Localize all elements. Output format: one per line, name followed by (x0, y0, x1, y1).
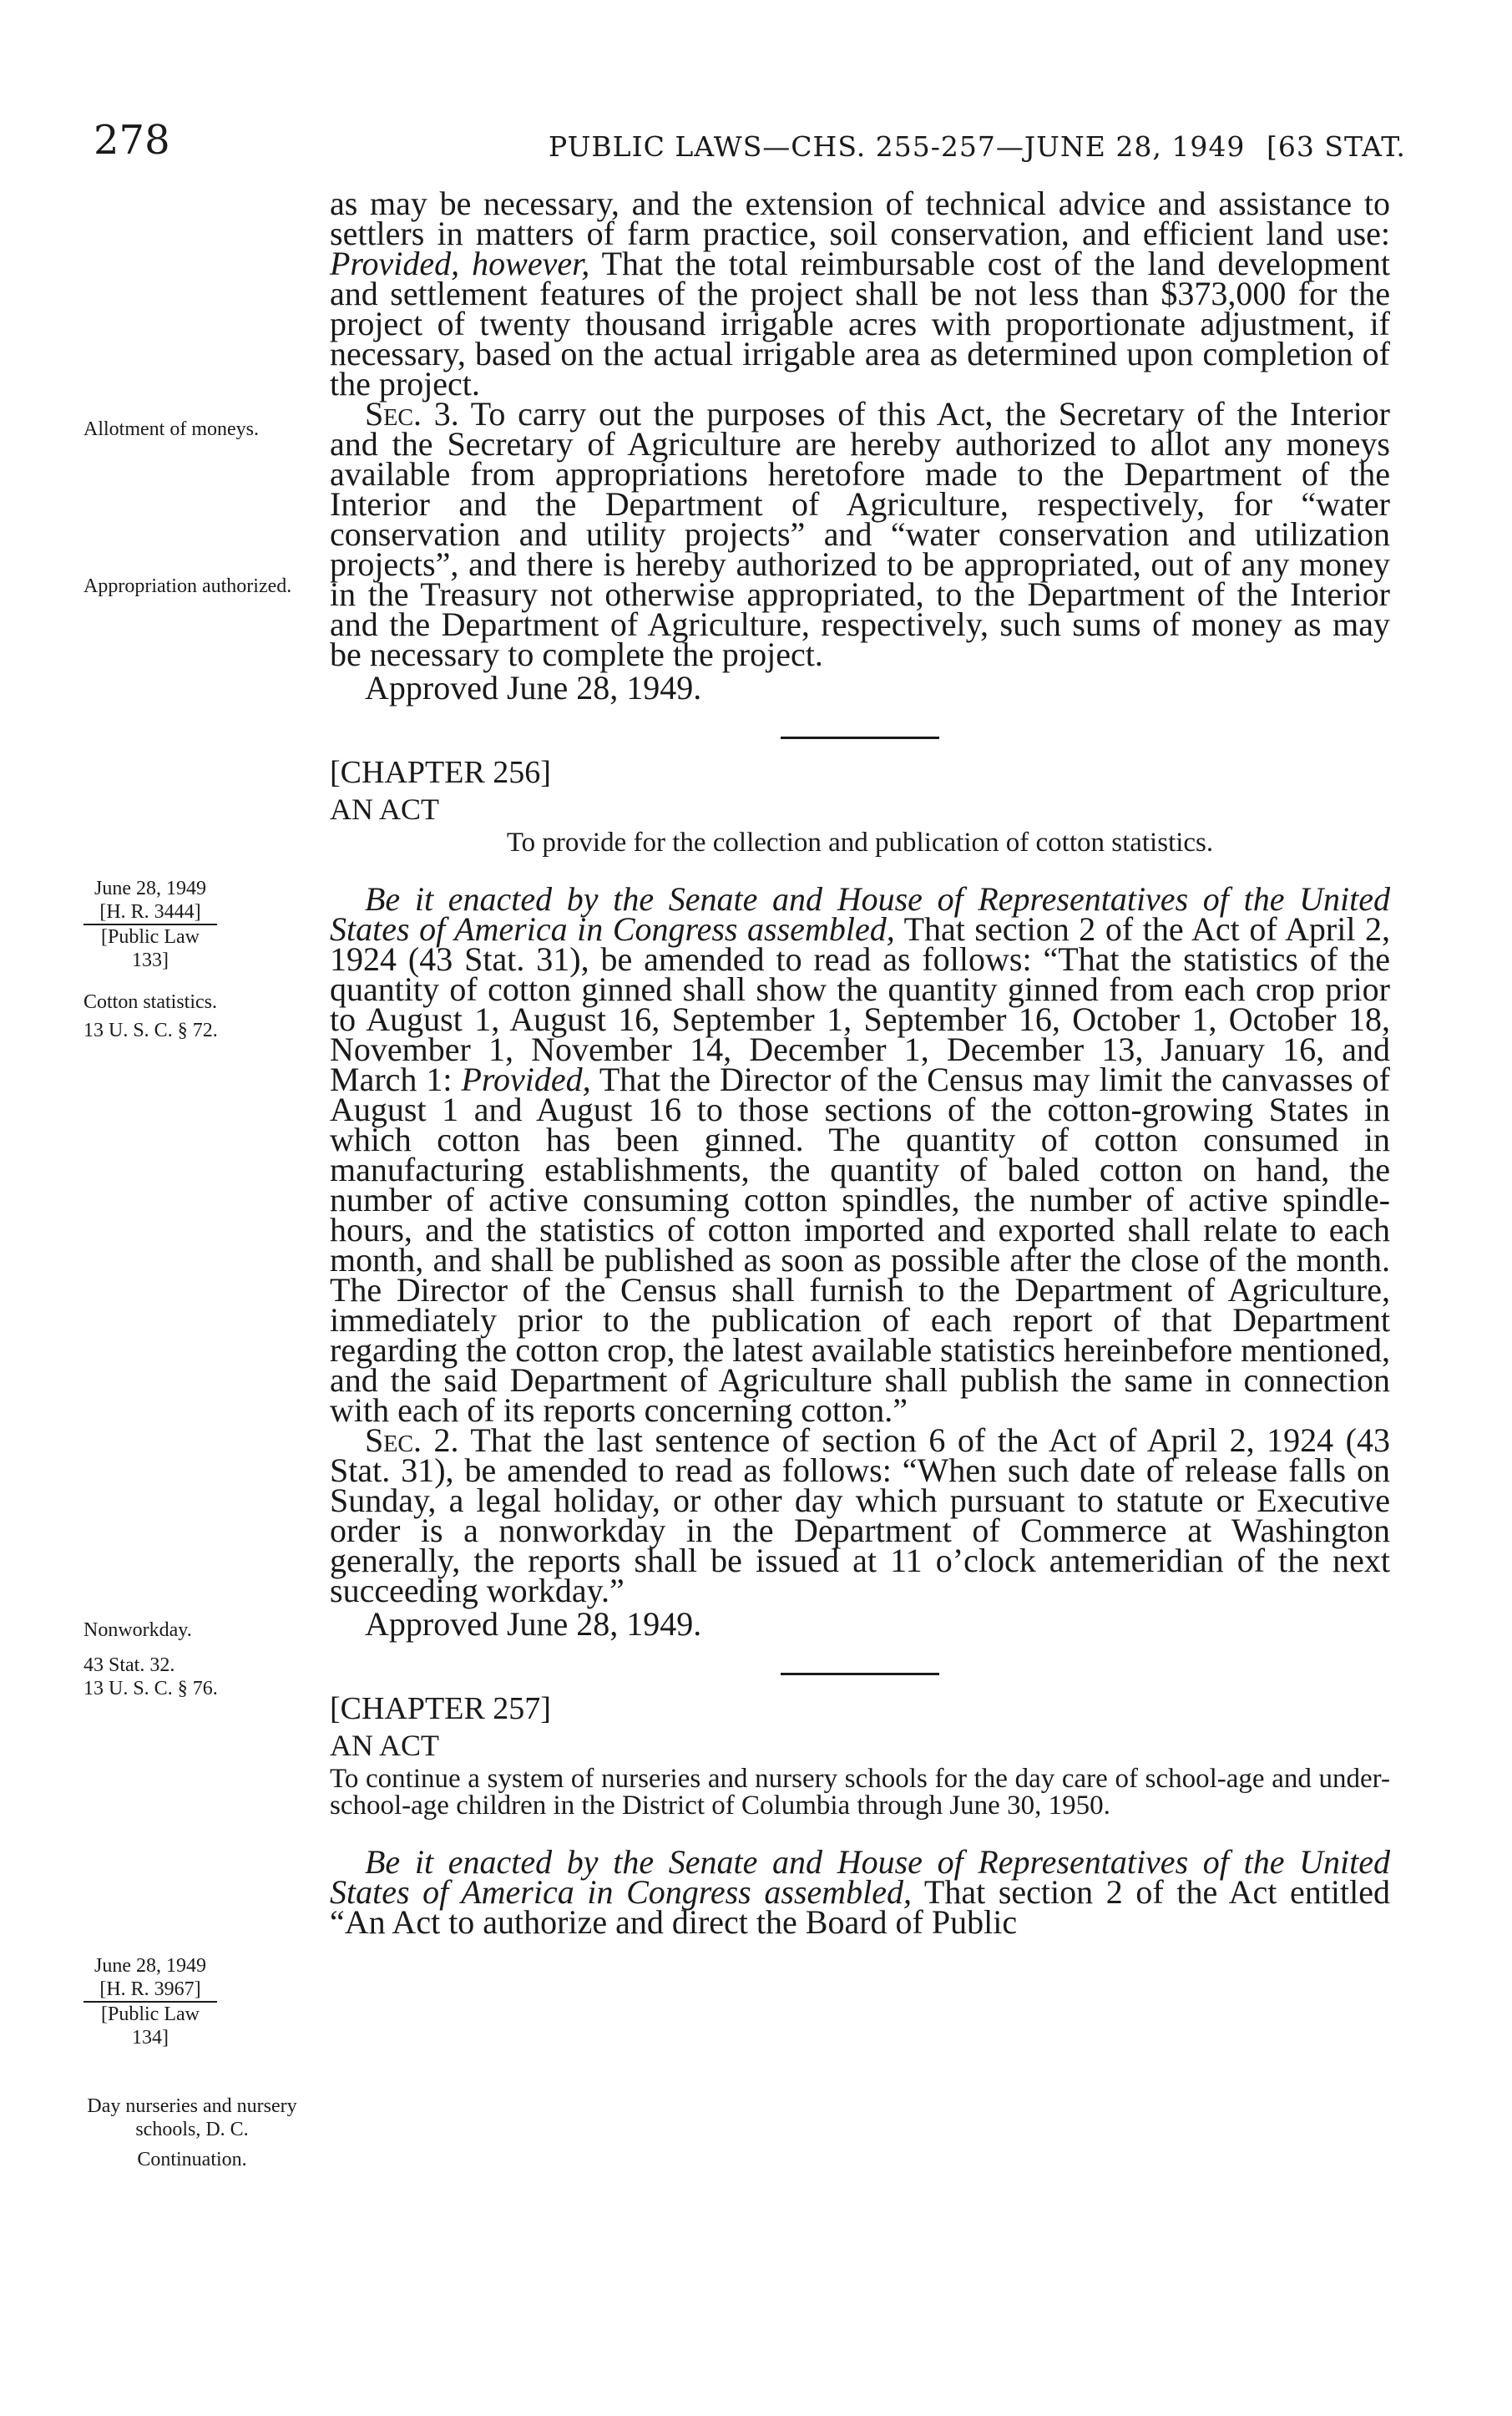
margin-note-nonworkday-usc: 13 U. S. C. § 76. (83, 1678, 218, 1699)
act-title: AN ACT (330, 793, 440, 826)
chapter256-section1: Be it enacted by the Senate and House of Representatives of the United States of America in Congress assembled, That section 2 of the Act of April 2, 1924 (43 Stat. 31), be amended to read as follows: “That the statistics of the quantity of cotton ginned shall show the quantity ginned from each crop prior to August 1, August 16, September 1, September 16, October 1, October 18, November 1, November 14, December 1, December 13, January 16, and March 1: Provided, That the Director of the Census may limit the canvasses of August 1 and August 16 to those sections of the cotton-growing States in which cotton has been ginned. The quantity of cotton consumed in manufacturing establishments, the quantity of baled cotton on hand, the number of active consuming cotton spindles, the number of active spindle-hours, and the statistics of cotton imported and exported shall relate to each month, and shall be published as soon as possible after the close of the month. The Director of the Census shall furnish to the Department of Agriculture, immediately prior to the publication of each report of that Department regarding the cotton crop, the latest available statistics hereinbefore mentioned, and the said Department of Agriculture shall publish the same in connection with each of its reports concerning cotton.” (330, 880, 1391, 1429)
citation-date: June 28, 1949 (94, 1955, 206, 1977)
chapter256-section2: Sec. 2. That the last sentence of section 6 of the Act of April 2, 1924 (43 Stat. 31), be amended to read as follows: “When such date of release falls on Sunday, a legal holiday, or other day which pursuant to statute or Executive order is a nonworkday in the Department of Commerce at Washington generally, the reports shall be issued at 11 o’clock antemeridian of the next succeeding workday.” (330, 1421, 1390, 1609)
citation-public-law: [Public Law 134] (101, 2003, 200, 2049)
margin-note-allotment: Allotment of moneys. (83, 418, 259, 440)
chapter-label: [CHAPTER 256] (330, 755, 551, 790)
chapter-label: [CHAPTER 257] (330, 1691, 551, 1726)
act-title: AN ACT (330, 1729, 440, 1762)
margin-note-nonworkday-stat: 43 Stat. 32. (83, 1654, 175, 1676)
margin-note-continuation: Continuation. (137, 2149, 247, 2170)
chapter256-approved: Approved June 28, 1949. (365, 1605, 702, 1643)
statute-reference: [63 STAT. (1267, 130, 1406, 163)
margin-note-day-nurseries: Day nurseries and nursery schools, D. C. (87, 2095, 297, 2140)
chapter257-heading (330, 1684, 1390, 1730)
main-text (330, 185, 1391, 1941)
citation-block-ch257 (83, 1954, 217, 2049)
margin-note-cotton-usc: 13 U. S. C. § 72. (83, 1020, 218, 1041)
section-divider (781, 1673, 939, 1675)
margin-note-cotton-statistics: Cotton statistics. (83, 991, 218, 1013)
citation-block-ch256 (83, 877, 217, 972)
citation-bill: [H. R. 3967] (83, 1978, 217, 2003)
chapter255-section3: Sec. 3. To carry out the purposes of this Act, the Secretary of the Interior and the Secretary of Agriculture are hereby authorized to allot any moneys available from appropriations heretofore made to the Department of the Interior and the Department of Agriculture, respectively, for “water conservation and utility projects” and “water conservation and utilization projects”, and there is hereby authorized to be appropriated, out of any money in the Treasury not otherwise appropriated, to the Department of the Interior and the Department of Agriculture, respectively, such sums of money as may be necessary to complete the project. (330, 395, 1390, 673)
chapter255-continuation: as may be necessary, and the extension of technical advice and assistance to settlers in matters of farm practice, soil conservation, and efficient land use: Provided, however, That the total reimbursable cost of the land development and settlement features of the project shall be not less than $373,000 for the project of twenty thousand irrigable acres with proportionate adjustment, if necessary, based on the actual irrigable area as determined upon completion of the project. (330, 185, 1390, 403)
citation-public-law: [Public Law 133] (101, 926, 200, 971)
margin-note-appropriation: Appropriation authorized. (83, 575, 292, 597)
act-purpose: To continue a system of nurseries and nursery schools for the day care of school-age and under-school-age children in the District of Columbia through June 30, 1950. (330, 1764, 1390, 1821)
chapter257-section1: Be it enacted by the Senate and House of Representatives of the United States of America in Congress assembled, That section 2 of the Act entitled “An Act to authorize and direct the Board of Public (330, 1843, 1390, 1941)
running-head: PUBLIC LAWS—CHS. 255-257—JUNE 28, 1949 (549, 130, 1246, 163)
chapter256-heading (330, 747, 1390, 794)
chapter255-approved: Approved June 28, 1949. (365, 669, 702, 707)
citation-bill: [H. R. 3444] (83, 900, 217, 925)
margin-note-nonworkday: Nonworkday. (83, 1619, 192, 1641)
page-number: 278 (94, 117, 170, 164)
section-divider (781, 737, 939, 739)
citation-date: June 28, 1949 (94, 878, 206, 899)
page-header (94, 117, 1429, 167)
act-purpose: To provide for the collection and publication of cotton statistics. (506, 828, 1214, 858)
